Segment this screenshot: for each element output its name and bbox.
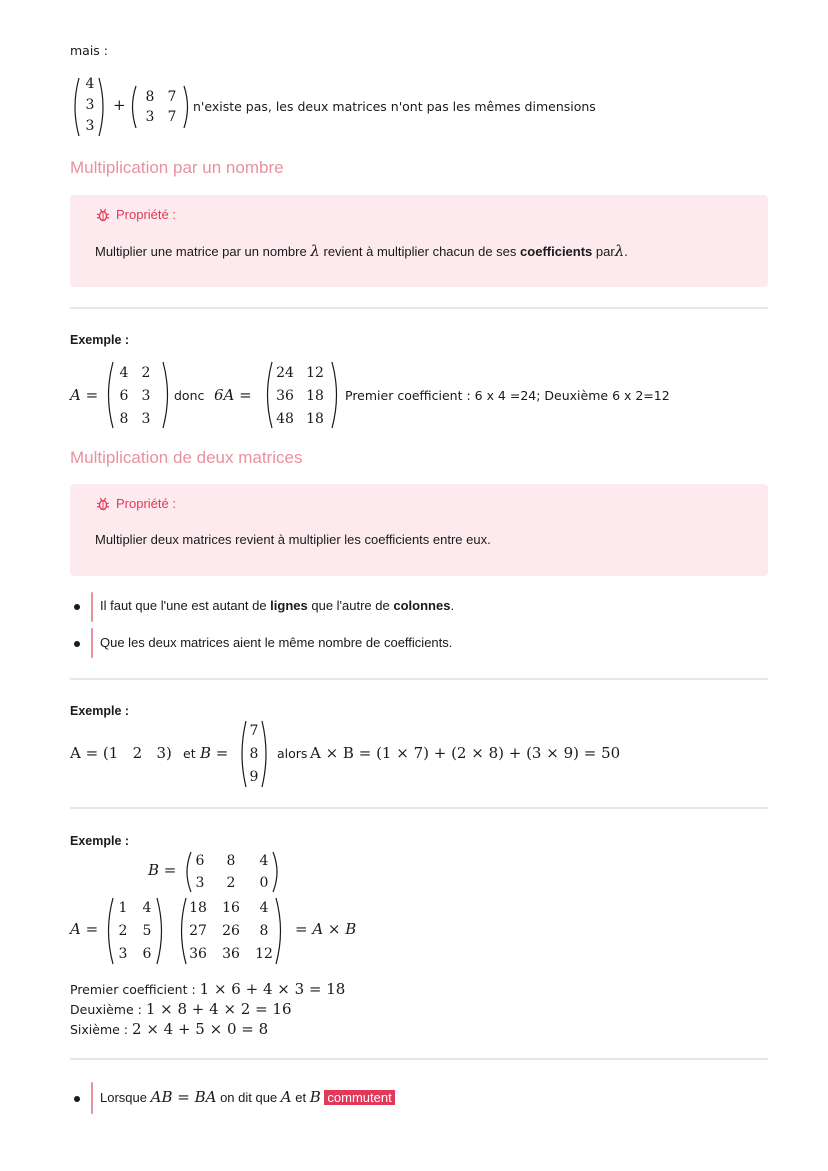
- list-item: [100, 1088, 395, 1106]
- matrix-cell: 2: [141, 365, 151, 381]
- property-box: [70, 195, 768, 287]
- matrix-cell: 7: [167, 109, 177, 125]
- bullet-bar: [91, 592, 93, 622]
- matrix-cell: 7: [167, 89, 177, 105]
- property-title: Propriété :: [116, 496, 176, 511]
- list-item-bold: colonnes: [393, 598, 451, 613]
- section-heading: Multiplication de deux matrices: [70, 448, 303, 467]
- list-item-math: AB = BA: [150, 1088, 217, 1106]
- matrix-cell: 1: [118, 900, 128, 916]
- list-item-text: et: [295, 1090, 307, 1105]
- matrix-cell: 0: [259, 875, 269, 891]
- property-header: [96, 496, 176, 511]
- calc-math: 2 × 4 + 5 × 0 = 8: [132, 1020, 269, 1038]
- prop-text-part: revient à multiplier chacun de ses: [323, 244, 517, 259]
- matrix-cell: 2: [226, 875, 236, 891]
- list-item-text: Il faut que l'une est autant de: [100, 598, 271, 613]
- matrix-cell: 18: [189, 900, 207, 916]
- section-heading: Multiplication par un nombre: [70, 158, 284, 177]
- equals-AxB: = A × B: [295, 920, 357, 938]
- matrix-cell: 18: [306, 388, 324, 404]
- prop-bold: coefficients: [520, 244, 593, 259]
- matrix-cell: 3: [118, 946, 128, 962]
- B-equals: B =: [148, 861, 177, 879]
- matrix-cell: 48: [276, 411, 294, 427]
- column-vector-B: [247, 720, 261, 789]
- matrix-cell: 3: [145, 109, 155, 125]
- bullet-dot: [74, 1096, 80, 1102]
- vec-cell: 8: [249, 746, 259, 762]
- matrix-cell: 3: [141, 411, 151, 427]
- bug-icon: [96, 208, 110, 222]
- list-item: Que les deux matrices aient le même nombre de coefficients.: [100, 635, 453, 650]
- property-title: Propriété :: [116, 207, 176, 222]
- bullet-bar: [91, 1082, 93, 1114]
- calc-line: [70, 1020, 268, 1038]
- matrix-B: [189, 850, 277, 894]
- lambda-symbol: λ: [614, 242, 625, 260]
- list-item-text: que l'autre de: [307, 598, 394, 613]
- bullet-dot: [74, 604, 80, 610]
- prop-text-part: par: [595, 244, 615, 259]
- matrix-cell: 6: [142, 946, 152, 962]
- list-item-text: Lorsque: [100, 1090, 147, 1105]
- matrix-cell: 5: [142, 923, 152, 939]
- matrix-cell: 2: [118, 923, 128, 939]
- sum-explanation: n'existe pas, les deux matrices n'ont pas les mêmes dimensions: [193, 99, 596, 114]
- example-label: Exemple :: [70, 834, 130, 848]
- calc-line: [70, 980, 345, 998]
- matrix-product: [183, 897, 279, 966]
- example-label: Exemple :: [70, 704, 130, 718]
- sum-expression: [70, 74, 190, 140]
- matrix-cell: 27: [189, 923, 207, 939]
- vec-cell: 4: [85, 76, 95, 92]
- calc-label: Deuxième :: [70, 1002, 142, 1017]
- matrix-cell: 26: [222, 923, 240, 939]
- list-item-math: A: [280, 1088, 292, 1106]
- divider: [70, 678, 768, 680]
- matrix-A: [112, 897, 160, 966]
- example-label: Exemple :: [70, 333, 130, 347]
- et-text: et: [183, 746, 196, 761]
- A-equals: A =: [70, 920, 99, 938]
- mais-text: mais :: [70, 43, 109, 58]
- product-result: A × B = (1 × 7) + (2 × 8) + (3 × 9) = 50: [310, 744, 621, 762]
- plus-sign: +: [113, 96, 126, 114]
- matrix-cell: 4: [259, 853, 269, 869]
- divider: [70, 307, 768, 309]
- sixA-equals: 6A =: [214, 386, 252, 404]
- alors-text: alors: [277, 746, 308, 761]
- list-item-bold: lignes: [270, 598, 308, 613]
- property-text: Multiplier une matrice par un nombre λ revient à multiplier chacun de ses coefficients parλ.: [95, 242, 628, 260]
- prop-text-part: Multiplier une matrice par un nombre: [95, 244, 307, 259]
- matrix-cell: 4: [142, 900, 152, 916]
- matrix-cell: 6: [195, 853, 205, 869]
- highlighted-term: commutent: [324, 1090, 394, 1105]
- matrix-cell: 8: [145, 89, 155, 105]
- matrix-2x2: [139, 87, 183, 127]
- matrix-cell: 4: [259, 900, 269, 916]
- B-equals: B =: [200, 744, 229, 762]
- calc-label: Sixième :: [70, 1022, 129, 1037]
- matrix-cell: 36: [189, 946, 207, 962]
- matrix-cell: 8: [119, 411, 129, 427]
- matrix-cell: 8: [259, 923, 269, 939]
- matrix-cell: 3: [141, 388, 151, 404]
- vec-cell: 3: [85, 118, 95, 134]
- row-vector-A: A = (1 2 3): [70, 744, 172, 762]
- matrix-cell: 6: [119, 388, 129, 404]
- column-vector: [83, 74, 97, 137]
- calc-label: Premier coefficient :: [70, 982, 196, 997]
- matrix-cell: 18: [306, 411, 324, 427]
- matrix-cell: 12: [255, 946, 273, 962]
- matrix-cell: 8: [226, 853, 236, 869]
- matrix-cell: 4: [119, 365, 129, 381]
- bullet-bar: [91, 628, 93, 658]
- matrix-6A: [271, 362, 331, 431]
- divider: [70, 1058, 768, 1060]
- lambda-symbol: λ: [310, 242, 320, 260]
- bug-icon: [96, 497, 110, 511]
- calc-math: 1 × 6 + 4 × 3 = 18: [199, 980, 346, 998]
- list-item: [100, 598, 454, 613]
- matrix-A: [113, 362, 157, 431]
- property-header: [96, 207, 176, 222]
- property-box: [70, 484, 768, 576]
- vec-cell: 3: [85, 97, 95, 113]
- matrix-cell: 16: [222, 900, 240, 916]
- calc-math: 1 × 8 + 4 × 2 = 16: [145, 1000, 292, 1018]
- matrix-cell: 36: [222, 946, 240, 962]
- matrix-cell: 36: [276, 388, 294, 404]
- divider: [70, 807, 768, 809]
- A-equals: A =: [70, 386, 99, 404]
- property-text: Multiplier deux matrices revient à multiplier les coefficients entre eux.: [95, 532, 491, 547]
- example-note: Premier coefficient : 6 x 4 =24; Deuxième 6 x 2=12: [345, 388, 670, 403]
- matrix-cell: 3: [195, 875, 205, 891]
- matrix-cell: 24: [276, 365, 294, 381]
- calc-line: [70, 1000, 292, 1018]
- list-item-text: on dit que: [220, 1090, 278, 1105]
- donc-text: donc: [174, 388, 205, 403]
- list-item-math: B: [309, 1088, 321, 1106]
- vec-cell: 7: [249, 723, 259, 739]
- vec-cell: 9: [249, 769, 259, 785]
- matrix-cell: 12: [306, 365, 324, 381]
- bullet-dot: [74, 641, 80, 647]
- list-item-text: .: [450, 598, 455, 613]
